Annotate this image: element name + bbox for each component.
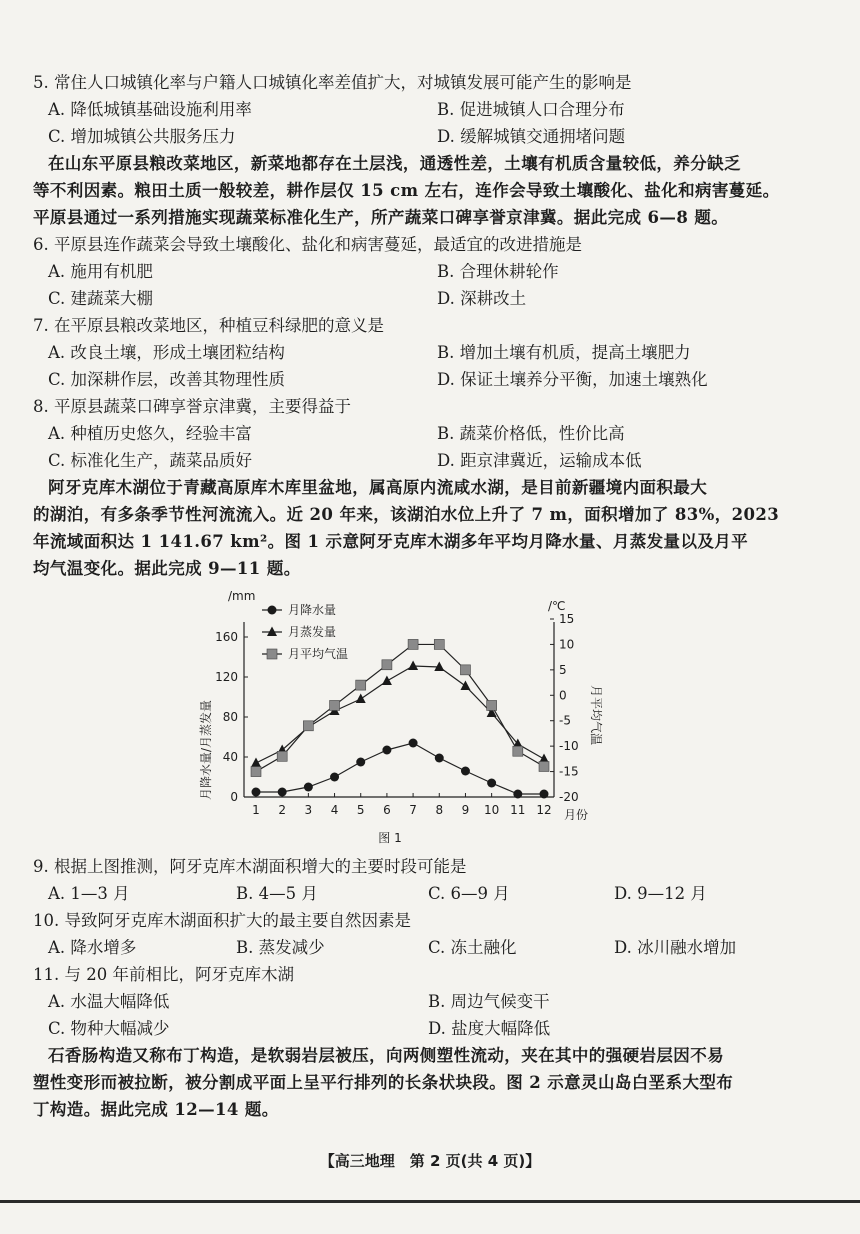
question-5-option-a: A. 降低城镇基础设施利用率 xyxy=(48,100,252,119)
right-tick-label: -15 xyxy=(559,764,579,779)
question-8-option-a: A. 种植历史悠久，经验丰富 xyxy=(48,424,252,443)
legend-label: 月平均气温 xyxy=(288,647,349,661)
question-7-option-a: A. 改良土壤，形成土壤团粒结构 xyxy=(48,343,285,362)
data-point-square xyxy=(539,761,549,771)
right-axis-label: 月平均气温 xyxy=(589,684,603,746)
left-tick-label: 160 xyxy=(215,630,238,644)
question-10-stem: 10. 导致阿牙克库木湖面积扩大的最主要自然因素是 xyxy=(33,911,411,930)
right-tick-label: 10 xyxy=(559,637,575,652)
right-tick-label: 5 xyxy=(559,662,567,677)
data-point-circle xyxy=(513,790,522,799)
question-8-option-d: D. 距京津冀近，运输成本低 xyxy=(437,451,642,470)
data-point-square xyxy=(434,639,444,649)
x-tick-label: 4 xyxy=(330,803,339,817)
question-9-stem: 9. 根据上图推测，阿牙克库木湖面积增大的主要时段可能是 xyxy=(33,857,467,876)
bottom-divider xyxy=(0,1200,860,1203)
question-5-option-c: C. 增加城镇公共服务压力 xyxy=(48,127,236,146)
passage-1-line: 平原县通过一系列措施实现蔬菜标准化生产，所产蔬菜口碑享誉京津冀。据此完成 6—8 题。 xyxy=(33,208,729,227)
legend-marker-triangle xyxy=(267,627,277,637)
x-tick-label: 11 xyxy=(510,803,526,817)
data-point-square xyxy=(330,700,340,710)
legend-marker-circle xyxy=(268,606,277,615)
passage-2-line: 的湖泊，有多条季节性河流流入。近 20 年来，该湖泊水位上升了 7 m，面积增加了 83%，2023 xyxy=(33,505,780,524)
legend-label: 月蒸发量 xyxy=(288,625,337,639)
question-11-option-c: C. 物种大幅减少 xyxy=(48,1019,170,1038)
x-tick-label: 2 xyxy=(278,803,287,817)
left-tick-label: 40 xyxy=(222,750,238,764)
x-tick-label: 10 xyxy=(483,803,500,817)
passage-2-line: 均气温变化。据此完成 9—11 题。 xyxy=(33,559,301,578)
figure-caption: 图 1 xyxy=(378,831,402,845)
passage-1-line: 等不利因素。粮田土质一般较差，耕作层仅 15 cm 左右，连作会导致土壤酸化、盐化和病害蔓延。 xyxy=(33,181,780,200)
question-8-stem: 8. 平原县蔬菜口碑享誉京津冀，主要得益于 xyxy=(33,397,351,416)
x-tick-label: 9 xyxy=(461,803,470,817)
data-point-circle xyxy=(487,779,496,788)
series-line-square xyxy=(256,644,544,771)
question-7-option-c: C. 加深耕作层，改善其物理性质 xyxy=(48,370,286,389)
question-11-option-a: A. 水温大幅降低 xyxy=(48,992,170,1011)
passage-1-line: 在山东平原县粮改菜地区，新菜地都存在土层浅，通透性差，土壤有机质含量较低，养分缺乏 xyxy=(48,154,741,173)
data-point-circle xyxy=(304,783,313,792)
data-point-circle xyxy=(382,746,391,755)
question-9-option-d: D. 9—12 月 xyxy=(614,884,707,903)
x-tick-label: 3 xyxy=(304,803,313,817)
series-line-circle xyxy=(256,743,544,794)
right-tick-label: 15 xyxy=(559,612,575,626)
data-point-square xyxy=(277,751,287,761)
left-axis-label: 月降水量/月蒸发量 xyxy=(199,699,213,801)
left-tick-label: 0 xyxy=(230,790,238,804)
question-11-option-d: D. 盐度大幅降低 xyxy=(428,1019,551,1038)
x-axis-label: 月份 xyxy=(564,808,589,822)
legend-label: 月降水量 xyxy=(288,603,337,617)
right-tick-label: -20 xyxy=(559,790,579,804)
passage-3-line: 塑性变形而被拉断，被分割成平面上呈平行排列的长条状块段。图 2 示意灵山岛白垩系大型布 xyxy=(33,1073,734,1092)
question-7-stem: 7. 在平原县粮改菜地区，种植豆科绿肥的意义是 xyxy=(33,316,384,335)
data-point-square xyxy=(487,700,497,710)
data-point-circle xyxy=(330,773,339,782)
data-point-triangle xyxy=(356,694,366,704)
left-tick-label: 120 xyxy=(215,670,238,684)
chart-series xyxy=(251,639,549,798)
data-point-triangle xyxy=(408,661,418,671)
legend-marker-square xyxy=(267,649,277,659)
question-9-option-a: A. 1—3 月 xyxy=(48,884,130,903)
series-line-triangle xyxy=(256,666,544,763)
right-axis-unit: /℃ xyxy=(548,599,566,613)
data-point-triangle xyxy=(251,758,261,768)
question-5-option-b: B. 促进城镇人口合理分布 xyxy=(437,100,625,119)
page-footer: 【高三地理 第 2 页(共 4 页)】 xyxy=(319,1152,541,1170)
data-point-square xyxy=(303,721,313,731)
data-point-triangle xyxy=(434,662,444,672)
x-tick-label: 8 xyxy=(435,803,444,817)
question-7-option-b: B. 增加土壤有机质，提高土壤肥力 xyxy=(437,343,691,362)
question-6-option-b: B. 合理休耕轮作 xyxy=(437,262,559,281)
data-point-square xyxy=(356,680,366,690)
chart-ticks xyxy=(215,612,579,817)
question-9-option-b: B. 4—5 月 xyxy=(236,884,318,903)
question-6-option-a: A. 施用有机肥 xyxy=(48,262,153,281)
data-point-square xyxy=(408,639,418,649)
x-tick-label: 12 xyxy=(536,803,552,817)
right-tick-label: -10 xyxy=(559,739,579,754)
climate-chart xyxy=(180,590,620,850)
x-tick-label: 1 xyxy=(252,803,260,817)
data-point-triangle xyxy=(382,676,392,686)
chart-legend xyxy=(262,602,348,661)
passage-2-line: 阿牙克库木湖位于青藏高原库木库里盆地，属高原内流咸水湖，是目前新疆境内面积最大 xyxy=(48,478,708,497)
x-tick-label: 5 xyxy=(356,803,365,817)
x-tick-label: 6 xyxy=(383,803,391,817)
data-point-circle xyxy=(461,767,470,776)
question-8-option-b: B. 蔬菜价格低，性价比高 xyxy=(437,424,625,443)
question-5-option-d: D. 缓解城镇交通拥堵问题 xyxy=(437,127,626,146)
right-tick-label: 0 xyxy=(559,688,567,703)
question-6-option-c: C. 建蔬菜大棚 xyxy=(48,289,154,308)
question-11-stem: 11. 与 20 年前相比，阿牙克库木湖 xyxy=(33,965,294,984)
question-11-option-b: B. 周边气候变干 xyxy=(428,992,550,1011)
left-tick-label: 80 xyxy=(222,710,238,724)
question-8-option-c: C. 标准化生产，蔬菜品质好 xyxy=(48,451,253,470)
data-point-square xyxy=(382,660,392,670)
question-10-option-c: C. 冻土融化 xyxy=(428,938,517,957)
passage-3-line: 丁构造。据此完成 12—14 题。 xyxy=(33,1100,279,1119)
data-point-circle xyxy=(252,788,261,797)
question-10-option-d: D. 冰川融水增加 xyxy=(614,938,737,957)
data-point-circle xyxy=(540,790,549,799)
question-10-option-a: A. 降水增多 xyxy=(48,938,137,957)
left-axis-unit: /mm xyxy=(228,590,256,603)
right-tick-label: -5 xyxy=(559,713,571,728)
data-point-circle xyxy=(278,788,287,797)
question-5-stem: 5. 常住人口城镇化率与户籍人口城镇化率差值扩大，对城镇发展可能产生的影响是 xyxy=(33,73,632,92)
data-point-triangle xyxy=(460,681,470,691)
data-point-square xyxy=(251,767,261,777)
question-9-option-c: C. 6—9 月 xyxy=(428,884,510,903)
data-point-circle xyxy=(356,758,365,767)
data-point-circle xyxy=(435,754,444,763)
data-point-square xyxy=(460,665,470,675)
question-10-option-b: B. 蒸发减少 xyxy=(236,938,325,957)
passage-2-line: 年流域面积达 1 141.67 km²。图 1 示意阿牙克库木湖多年平均月降水量、月蒸发量以及月平 xyxy=(33,532,749,551)
question-6-stem: 6. 平原县连作蔬菜会导致土壤酸化、盐化和病害蔓延，最适宜的改进措施是 xyxy=(33,235,582,254)
x-tick-label: 7 xyxy=(409,803,417,817)
passage-3-line: 石香肠构造又称布丁构造，是软弱岩层被压，向两侧塑性流动，夹在其中的强硬岩层因不易 xyxy=(48,1046,724,1065)
data-point-square xyxy=(513,746,523,756)
question-7-option-d: D. 保证土壤养分平衡，加速土壤熟化 xyxy=(437,370,708,389)
data-point-circle xyxy=(409,739,418,748)
question-6-option-d: D. 深耕改土 xyxy=(437,289,527,308)
